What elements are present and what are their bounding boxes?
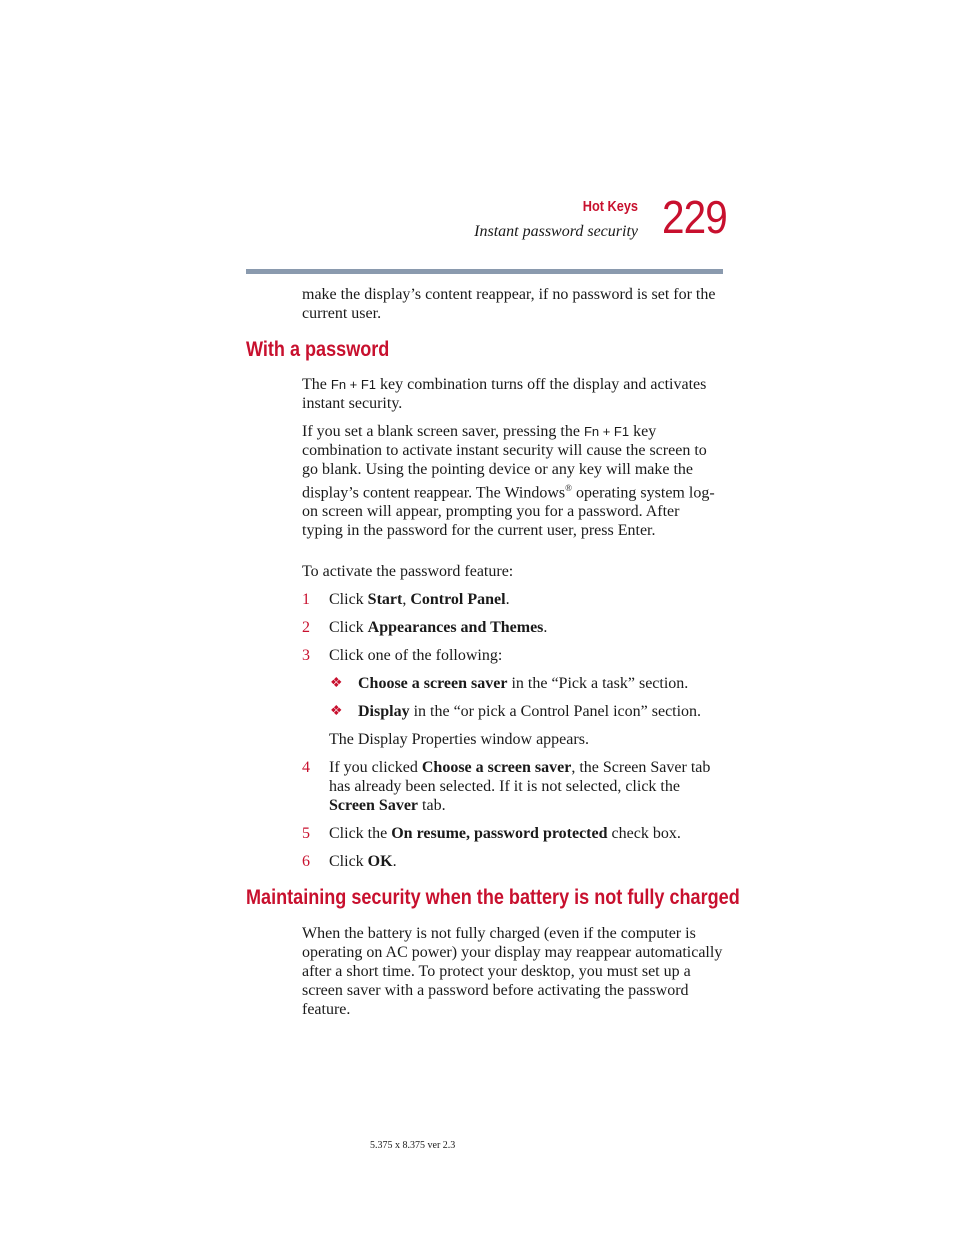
key-combo: Fn + F1 [583,424,630,439]
step-text [329,824,724,843]
step-text [329,758,724,815]
result-text: The Display Properties window appears. [329,731,589,748]
text: check box. [607,825,681,842]
step-number: 4 [302,759,310,776]
footer-version: 5.375 x 8.375 ver 2.3 [370,1140,456,1151]
text: , the Screen Saver tab has already been selected. If it is not selected, click the [329,759,711,795]
ui-term: OK [367,853,393,870]
text: If you clicked [329,759,422,776]
step-number: 1 [302,591,310,608]
section-heading-with-password: With a password [246,338,390,361]
header-section-title: Hot Keys [582,198,638,215]
text: If you set a blank screen saver, pressing the [302,423,584,440]
ui-term: Start [367,591,403,608]
step-text [329,618,724,637]
text: in the “Pick a task” section. [507,675,689,692]
step-number: 5 [302,825,310,842]
text: key combination turns off the display and activates instant security. [302,376,707,412]
text: , [402,591,411,608]
diamond-bullet-icon: ❖ [330,704,343,719]
text: . [505,591,510,608]
ui-term: Choose a screen saver [358,675,508,692]
text: tab. [418,797,446,814]
section-heading-battery: Maintaining security when the battery is not fully charged [246,886,740,909]
step-text [329,590,724,609]
text: . [543,619,548,636]
ui-term: Choose a screen saver [421,759,572,776]
text: Click the [329,825,392,842]
paragraph-fn-f1 [302,375,724,413]
text: in the “or pick a Control Panel icon” section. [409,703,702,720]
bullet-text [358,702,701,721]
paragraph-battery: When the battery is not fully charged (even if the computer is operating on AC power) your display may reappear automatically after a short time. To protect your desktop, you must set up a screen saver with a password before activating the password feature. [302,925,723,1018]
step-number: 2 [302,619,310,636]
ui-term: Appearances and Themes [367,619,544,636]
text: operating system log-on screen will appear, prompting you for a password. After typing in the password for the current user, press Enter. [302,484,715,540]
intro-paragraph: make the display’s content reappear, if no password is set for the current user. [302,286,716,322]
text: Click [329,591,368,608]
text: key combination to activate instant security will cause the screen to go blank. Using the pointing device or any key will make the display’s content reappear. The Windows [302,423,707,502]
step-text [329,852,724,871]
step-text: Click one of the following: [329,647,503,664]
ui-term: On resume, password protected [391,825,608,842]
ui-term: Display [358,703,410,720]
bullet-text [358,674,688,693]
text: Click [329,853,368,870]
step-number: 3 [302,647,310,664]
registered-mark: ® [565,483,572,493]
ui-term: Screen Saver [329,797,419,814]
diamond-bullet-icon: ❖ [330,676,343,691]
paragraph-blank-screen-saver [302,422,724,540]
text: Click [329,619,368,636]
page-number: 229 [662,191,727,243]
header-subsection-title: Instant password security [474,223,638,240]
ui-term: Control Panel [410,591,506,608]
text: . [392,853,397,870]
header-rule [246,269,723,274]
key-combo: Fn + F1 [330,377,377,392]
paragraph-activate: To activate the password feature: [302,563,514,580]
step-number: 6 [302,853,310,870]
text: The [302,376,331,393]
